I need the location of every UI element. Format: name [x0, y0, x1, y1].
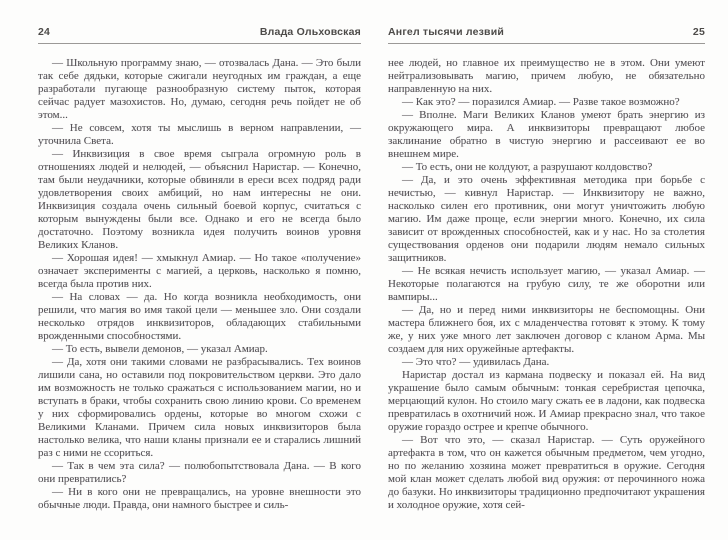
paragraph: — На словах — да. Но когда возникла необходимость, они решили, что магия во имя такой цели — меньшее зло. Они создали несколько отрядов инквизиторов, обладающих стабильными врожденными способностями.: [38, 291, 361, 342]
header-rule-left: [38, 43, 361, 44]
page-text-left: [38, 57, 361, 512]
paragraph: — Вот что это, — сказал Наристар. — Суть оружейного артефакта в том, что он кажется обычным предметом, чем угодно, но по желанию хозяина может превратиться в оружие. Сегодня мой клан может сделать любой вид оружия: от перочинного ножа до базуки. Но инквизиторы традиционно предпочитают украшения и холодное оружие, хотя сей-: [388, 434, 705, 511]
page-right: [364, 0, 728, 540]
page-header-left: [38, 26, 361, 38]
paragraph: — Инквизиция в свое время сыграла огромную роль в отношениях людей и нелюдей, — объяснил Наристар. — Конечно, там были неудачники, которые обвиняли в ереси всех подряд ради удовлетворения своих амбиций, но нам интересны не они. Инквизиция создала очень сильный боевой корпус, считаться с которым вынуждены были все. Однако и его не всегда было достаточно. Поэтому возникла идея получить воинов уровня Великих Кланов.: [38, 148, 361, 251]
paragraph: — Хорошая идея! — хмыкнул Амиар. — Но такое «получение» означает эксперименты с магией, а церковь, насколько я помню, всегда была против них.: [38, 252, 361, 290]
page-number-left: 24: [38, 26, 51, 38]
paragraph: — Как это? — поразился Амиар. — Разве такое возможно?: [402, 96, 680, 108]
running-title-book: Ангел тысячи лезвий: [388, 26, 505, 38]
paragraph: Наристар достал из кармана подвеску и показал ей. На вид украшение было самым обычным: тонкая серебристая цепочка, мерцающий кулон. Но стоило магу сжать ее в ладони, как подвеска превратилась в охотничий нож. И Амиар прекрасно знал, что такое оружие гораздо острее и крепче обычного.: [388, 369, 705, 433]
paragraph: — Не всякая нечисть использует магию, — указал Амиар. — Некоторые полагаются на грубую силу, те же оборотни или вампиры...: [388, 265, 705, 303]
paragraph: — То есть, они не колдуют, а разрушают колдовство?: [402, 161, 653, 173]
paragraph: — То есть, вывели демонов, — указал Амиар.: [52, 343, 268, 355]
paragraph: — Школьную программу знаю, — отозвалась Дана. — Это были так себе дядьки, которые сжигали неугодных им граждан, а еще разработали пугающе разнообразную систему пыток, которая сейчас радует мазохистов. Но, думаю, сегодня речь пойдет не об этом...: [38, 57, 361, 121]
paragraph: — Не совсем, хотя ты мыслишь в верном направлении, — уточнила Света.: [38, 122, 361, 147]
paragraph: — Так в чем эта сила? — полюбопытствовала Дана. — В кого они превратились?: [38, 460, 361, 485]
paragraph: — Ни в кого они не превращались, на уровне внешности это обычные люди. Правда, они намного быстрее и силь-: [38, 486, 361, 511]
paragraph: — Да, хотя они такими словами не разбрасывались. Тех воинов лишили сана, но оставили под покровительством церкви. Это дало им возможность не только сражаться с использованием магии, но и вступать в браки, чтобы сохранить свою линию крови. Со временем у них сформировались ордены, которые во многом схожи с Великими Кланами. Причем сила новых инквизиторов была настолько велика, что наши кланы признали ее и старались лишний раз с ними не ссориться.: [38, 356, 361, 459]
page-text-right: [388, 57, 705, 512]
paragraph: — Это что? — удивилась Дана.: [402, 356, 550, 368]
paragraph: — Да, и это очень эффективная методика при борьбе с нечистью, — кивнул Наристар. — Инквизитору не важно, насколько силен его противник, они могут уничтожить любую магию. Им даже проще, если энергии много. Конечно, их сила зависит от врожденных способностей, как и у нас. Но за столетия существования орденов они подарили людям немало сильных защитников.: [388, 174, 705, 264]
page-header-right: [388, 26, 705, 38]
header-rule-right: [388, 43, 705, 44]
paragraph: — Да, но и перед ними инквизиторы не беспомощны. Они мастера ближнего боя, их с младенчества готовят к этому. К тому же, у них уже много лет заключен договор с кланом Арма. Мы создаем для них оружейные артефакты.: [388, 304, 705, 355]
running-title-author: Влада Ольховская: [259, 26, 361, 38]
paragraph: — Вполне. Маги Великих Кланов умеют брать энергию из окружающего мира. А инквизиторы превращают любое заклинание обратно в чистую энергию и рассеивают ее во внешнем мире.: [388, 109, 705, 160]
page-number-right: 25: [692, 26, 705, 38]
paragraph: нее людей, но главное их преимущество не в этом. Они умеют нейтрализовывать магию, причем любую, не обязательно направленную на них.: [388, 57, 705, 95]
